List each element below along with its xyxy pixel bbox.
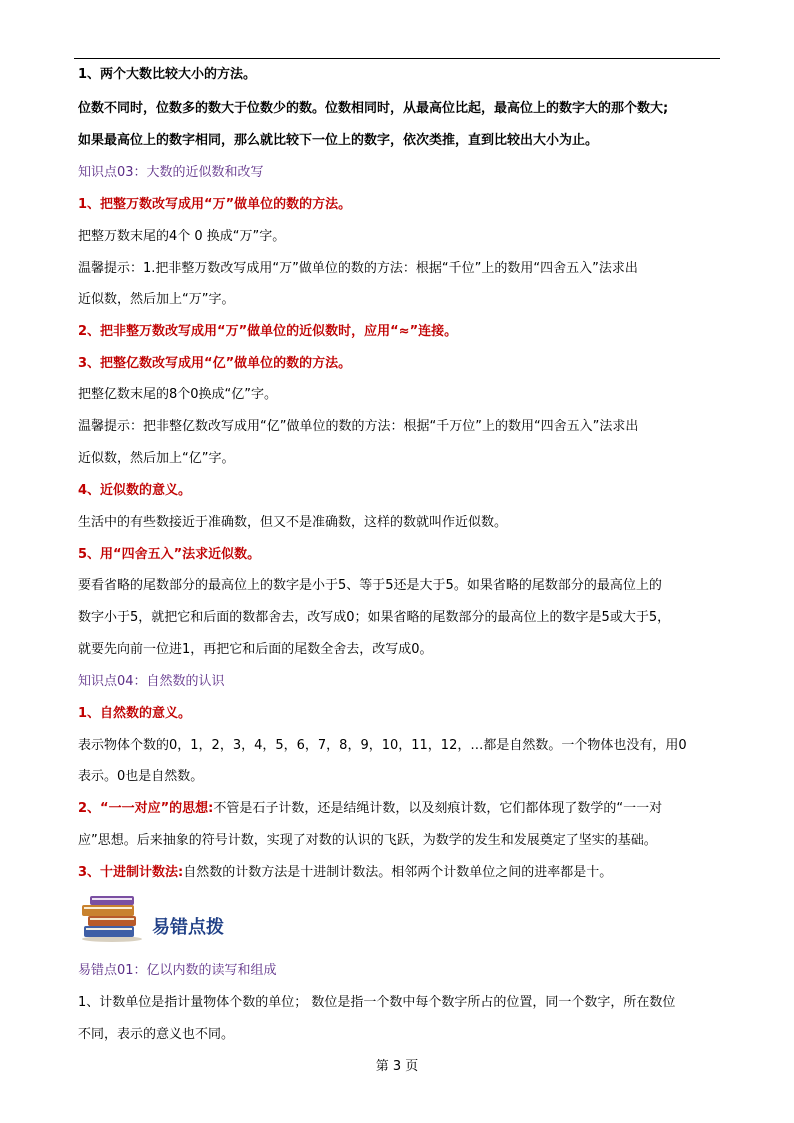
body-text: 表示。0也是自然数。 xyxy=(78,769,204,784)
body-text-with-heading xyxy=(78,801,662,817)
red-heading: 1、自然数的意义。 xyxy=(78,706,192,721)
tip-text: 温馨提示：1.把非整万数改写成用“万”做单位的数的方法：根据“千位”上的数用“四舍五入”法求出 xyxy=(78,261,638,276)
books-icon xyxy=(76,893,148,943)
body-text: 如果最高位上的数字相同，那么就比较下一位上的数字，依次类推，直到比较出大小为止。 xyxy=(78,133,599,148)
body-text: 不管是石子计数，还是结绳计数，以及刻痕计数，它们都体现了数学的“一一对 xyxy=(213,801,663,816)
knowledge-point-03-heading: 知识点03：大数的近似数和改写 xyxy=(78,165,264,180)
body-text: 不同，表示的意义也不同。 xyxy=(78,1027,235,1042)
body-text: 生活中的有些数接近于准确数，但又不是准确数，这样的数就叫作近似数。 xyxy=(78,515,508,530)
body-text-with-heading xyxy=(78,865,612,881)
header-rule xyxy=(74,58,720,59)
red-inline-heading: 2、“一一对应”的思想: xyxy=(78,801,214,816)
tip-text: 近似数，然后加上“亿”字。 xyxy=(78,451,235,466)
body-text: 表示物体个数的0，1，2，3，4，5，6，7，8，9，10，11，12，…都是自然数。一个物体也没有，用0 xyxy=(78,738,687,753)
red-heading: 4、近似数的意义。 xyxy=(78,483,192,498)
point-1-heading: 1、两个大数比较大小的方法。 xyxy=(78,67,257,82)
red-inline-heading: 3、十进制计数法: xyxy=(78,865,184,880)
body-text: 应”思想。后来抽象的符号计数，实现了对数的认识的飞跃，为数学的发生和发展奠定了坚实的基础。 xyxy=(78,833,657,848)
body-text: 位数不同时，位数多的数大于位数少的数。位数相同时，从最高位比起，最高位上的数字大的那个数大; xyxy=(78,101,669,116)
tip-text: 温馨提示：把非整亿数改写成用“亿”做单位的数的方法：根据“千万位”上的数用“四舍五入”法求出 xyxy=(78,419,639,434)
body-text: 把整亿数末尾的8个0换成“亿”字。 xyxy=(78,387,278,402)
body-text: 要看省略的尾数部分的最高位上的数字是小于5、等于5还是大于5。如果省略的尾数部分的最高位上的 xyxy=(78,578,662,593)
red-heading: 1、把整万数改写成用“万”做单位的数的方法。 xyxy=(78,197,352,212)
tip-text: 近似数，然后加上“万”字。 xyxy=(78,292,235,307)
error-point-01-heading: 易错点01：亿以内数的读写和组成 xyxy=(78,963,277,978)
body-text: 1、计数单位是指计量物体个数的单位； 数位是指一个数中每个数字所占的位置，同一个数字，所在数位 xyxy=(78,995,676,1010)
red-heading: 2、把非整万数改写成用“万”做单位的近似数时，应用“≈”连接。 xyxy=(78,324,458,339)
red-heading: 3、把整亿数改写成用“亿”做单位的数的方法。 xyxy=(78,356,352,371)
body-text: 自然数的计数方法是十进制计数法。相邻两个计数单位之间的进率都是十。 xyxy=(183,865,613,880)
body-text: 数字小于5，就把它和后面的数都舍去，改写成0；如果省略的尾数部分的最高位上的数字是5或大于5， xyxy=(78,610,671,625)
body-text: 把整万数末尾的4个 0 换成“万”字。 xyxy=(78,229,286,244)
body-text: 就要先向前一位进1，再把它和后面的尾数全舍去，改写成0。 xyxy=(78,642,433,657)
red-heading: 5、用“四舍五入”法求近似数。 xyxy=(78,547,261,562)
page-number: 第 3 页 xyxy=(375,1059,419,1074)
knowledge-point-04-heading: 知识点04：自然数的认识 xyxy=(78,674,225,689)
banner-title: 易错点拨 xyxy=(152,917,224,938)
